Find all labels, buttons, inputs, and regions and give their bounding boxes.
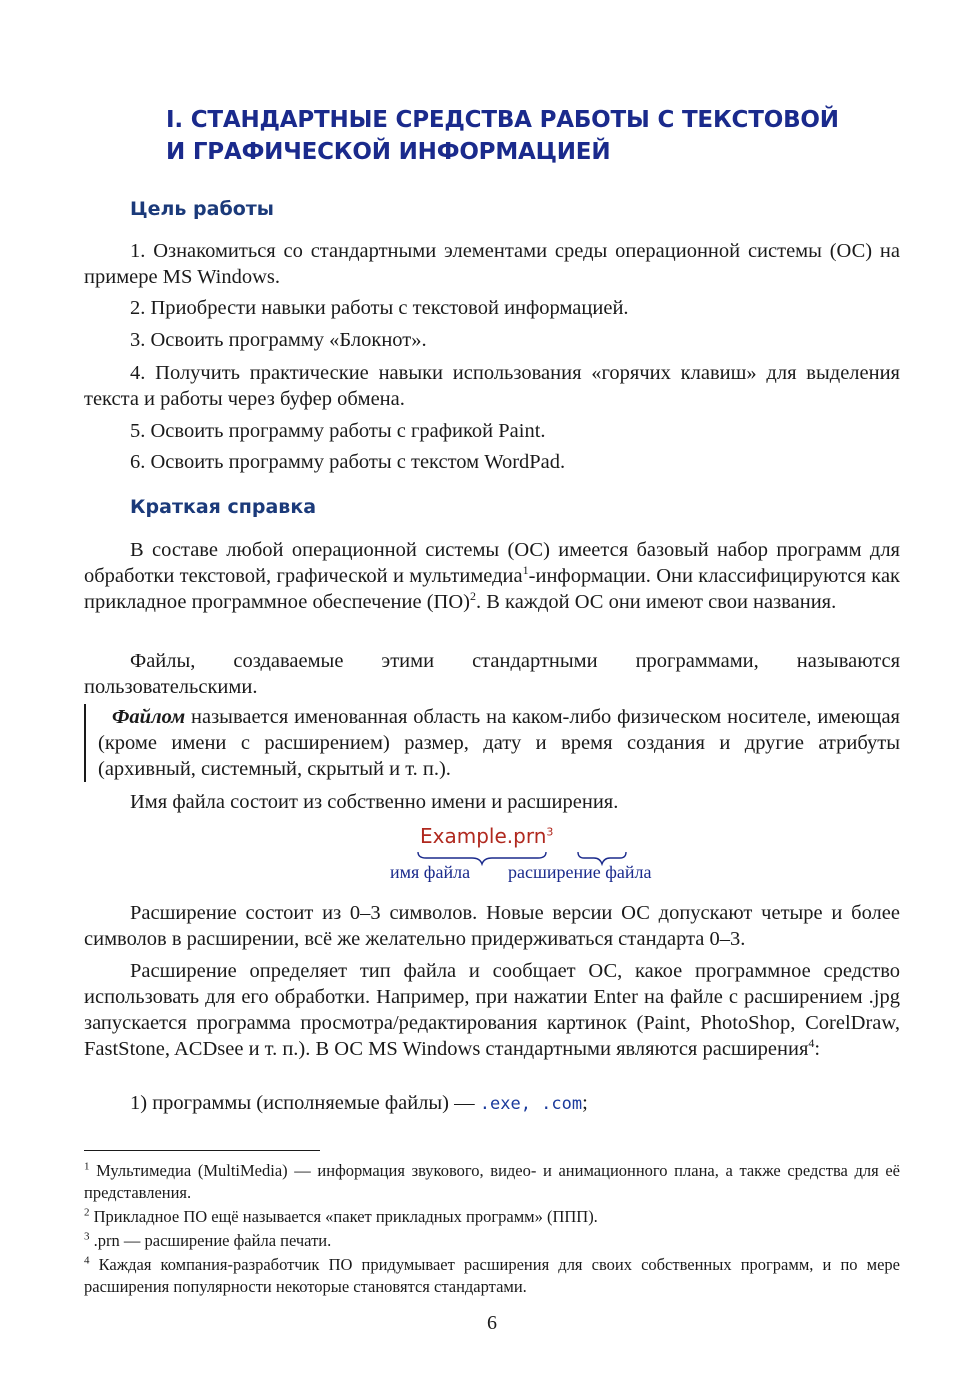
reference-p1-part3: . В каждой ОС они имеют свои названия. [476, 591, 837, 613]
goal-item-5: 5. Освоить программу работы с графикой Paint. [130, 420, 546, 442]
footnote-1-number: 1 [84, 1160, 90, 1173]
goal-item-6: 6. Освоить программу работы с текстом WordPad. [130, 451, 566, 473]
footnote-3 [84, 1230, 900, 1252]
definition-text: называется именованная область на каком-либо физическом носителе, имеющая (кроме имени с расширением) размер, дату и время создания и другие атрибуты (архивный, системный, скрытый и т. п.). [98, 706, 900, 780]
page-number: 6 [487, 1312, 497, 1334]
reference-p5-part2: : [814, 1038, 821, 1060]
label-file-name: имя файла [390, 862, 471, 882]
reference-paragraph-3: Имя файла состоит из собственно имени и расширения. [130, 791, 619, 813]
list-item-1-text: 1) программы (исполняемые файлы) — [130, 1092, 480, 1114]
goal-item-3: 3. Освоить программу «Блокнот». [130, 329, 427, 351]
reference-heading: Краткая справка [130, 496, 317, 518]
chapter-title-line-2: И ГРАФИЧЕСКОЙ ИНФОРМАЦИЕЙ [166, 139, 611, 165]
footnote-3-text: .prn — расширение файла печати. [89, 1231, 332, 1250]
footnote-ref-2: 2 [470, 589, 476, 604]
chapter-title-line-1: I. СТАНДАРТНЫЕ СРЕДСТВА РАБОТЫ С ТЕКСТОВОЙ [166, 107, 839, 133]
reference-p1-part2: -информации. Они классифицируются как прикладное программное обеспечение (ПО) [84, 565, 901, 613]
reference-paragraph-1 [84, 537, 900, 615]
goal-item-4: 4. Получить практические навыки использования «горячих клавиш» для выделения текста и работы через буфер обмена. [84, 362, 900, 410]
footnote-ref-4: 4 [808, 1036, 815, 1051]
footnote-3-number: 3 [84, 1230, 90, 1243]
goal-item-2: 2. Приобрести навыки работы с текстовой информацией. [130, 297, 629, 319]
footnote-4 [84, 1254, 900, 1298]
footnote-ref-3: 3 [546, 825, 554, 839]
list-item-1-code: .exe, .com [479, 1094, 583, 1114]
reference-p5-part1: Расширение определяет тип файла и сообщает ОС, какое программное средство использовать для его обработки. Например, при нажатии Enter на файле с расширением .jpg запускается программа просмотра/редактирования картинок (Paint, PhotoShop, CorelDraw, FastStone, ACDsee и т. п.). В ОС MS Windows стандартными являются расширения [84, 960, 900, 1060]
reference-paragraph-2: Файлы, создаваемые этими стандартными программами, называются пользовательскими. [84, 650, 900, 698]
definition-term: Файлом [112, 706, 186, 728]
example-filename-text: Example.prn [420, 824, 547, 848]
footnote-2-number: 2 [84, 1206, 90, 1219]
reference-p1-part1: В составе любой операционной системы (ОС) имеется базовый набор программ для обработки текстовой, графической и мультимедиа [84, 539, 900, 587]
footnote-2-text: Прикладное ПО ещё называется «пакет прикладных программ» (ППП). [89, 1207, 598, 1226]
footnote-4-text: Каждая компания-разработчик ПО придумывает расширения для своих собственных программ, и по мере расширения популярности некоторые становятся стандартами. [84, 1255, 900, 1296]
reference-paragraph-5 [84, 958, 900, 1062]
list-item-1-end: ; [582, 1092, 588, 1114]
goal-item-1: 1. Ознакомиться со стандартными элементами среды операционной системы (ОС) на примере MS Windows. [84, 240, 900, 288]
chapter-title [166, 104, 866, 168]
footnote-2 [84, 1206, 900, 1228]
document-page [84, 0, 900, 1386]
footnote-ref-1: 1 [522, 563, 529, 578]
label-file-extension: расширение файла [508, 862, 652, 882]
extension-list-item-1 [84, 1090, 900, 1117]
filename-example [84, 824, 900, 888]
footnote-separator [84, 1150, 320, 1151]
example-filename [420, 824, 553, 848]
goal-heading: Цель работы [130, 198, 274, 220]
footnote-4-number: 4 [84, 1254, 90, 1267]
footnote-1-text: Мультимедиа (MultiMedia) — информация звукового, видео- и анимационного плана, а также средства для её представления. [84, 1161, 900, 1202]
file-definition-block [84, 704, 900, 782]
footnote-1 [84, 1160, 900, 1204]
reference-paragraph-4: Расширение состоит из 0–3 символов. Новые версии ОС допускают четыре и более символов в расширении, всё же желательно придерживаться стандарта 0–3. [84, 902, 900, 950]
footnotes [84, 1160, 900, 1300]
